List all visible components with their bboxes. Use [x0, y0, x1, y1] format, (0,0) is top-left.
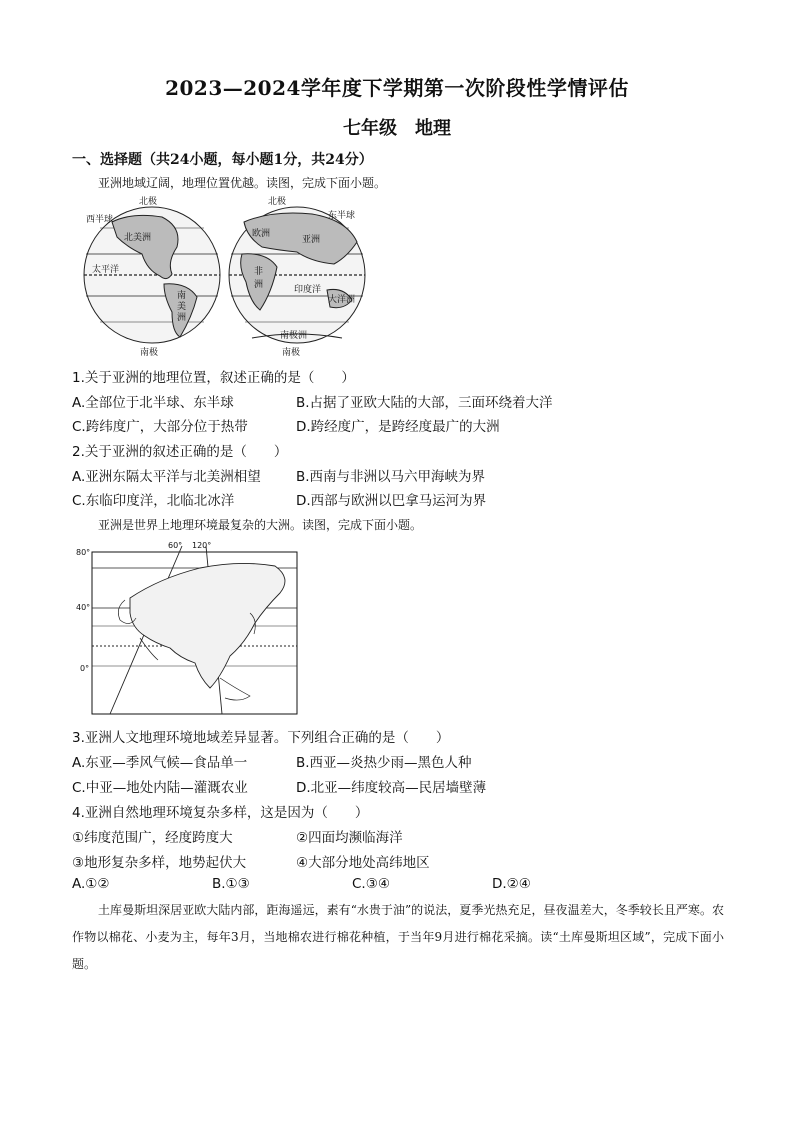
passage-text: 土库曼斯坦深居亚欧大陆内部，距海遥远，素有“水贵于油”的说法，夏季光热充足，昼夜温差大，冬季较长且严寒。农作物以棉花、小麦为主，每年3月，当地棉农进行棉花种植，于当年9月进行棉花采摘。读“土库曼斯坦区域”，完成下面小题。	[72, 903, 724, 971]
q4-statement-1: ①纬度范围广，经度跨度大	[72, 830, 233, 846]
west-hemisphere-label: 西半球	[86, 215, 114, 225]
q3-option-b[interactable]: B.西亚—炎热少雨—黑色人种	[296, 755, 472, 771]
south-america-label-1: 南	[177, 291, 187, 301]
lat-0-label: 0°	[80, 664, 90, 673]
north-pole-label-east: 北极	[268, 197, 287, 207]
q3-option-d[interactable]: D.北亚—纬度较高—民居墙壁薄	[296, 780, 487, 796]
q1-option-d[interactable]: D.跨经度广，是跨经度最广的大洲	[296, 419, 500, 435]
lat-40-label: 40°	[76, 603, 91, 612]
page-title: 2023—2024学年度下学期第一次阶段性学情评估	[165, 76, 629, 100]
africa-label-1: 非	[254, 267, 264, 277]
intro-text-1: 亚洲地域辽阔，地理位置优越。读图，完成下面小题。	[98, 176, 387, 190]
section-heading: 一、选择题（共24小题，每小题1分，共24分）	[72, 152, 373, 168]
q4-option-c[interactable]: C.③④	[352, 876, 390, 892]
lon-120-label: 120°	[192, 541, 212, 550]
north-pole-label-west: 北极	[139, 197, 158, 207]
q1-option-c[interactable]: C.跨纬度广，大部分位于热带	[72, 419, 248, 435]
south-pole-label-east: 南极	[282, 348, 301, 358]
europe-label: 欧洲	[252, 229, 271, 239]
q2-option-c[interactable]: C.东临印度洋，北临北冰洋	[72, 493, 235, 509]
q1-stem: 1.关于亚洲的地理位置，叙述正确的是（ ）	[72, 370, 355, 386]
south-america-label-2: 美	[177, 302, 187, 312]
east-hemisphere-label: 东半球	[328, 211, 356, 221]
q4-option-d[interactable]: D.②④	[492, 876, 531, 892]
oceania-label: 大洋洲	[328, 295, 356, 305]
lat-80-label: 80°	[76, 548, 91, 557]
q4-stem: 4.亚洲自然地理环境复杂多样，这是因为（ ）	[72, 805, 369, 821]
q3-stem: 3.亚洲人文地理环境地域差异显著。下列组合正确的是（ ）	[72, 730, 450, 746]
africa-label-2: 洲	[254, 280, 264, 290]
q3-option-a[interactable]: A.东亚—季风气候—食品单一	[72, 755, 248, 771]
q2-option-a[interactable]: A.亚洲东隔太平洋与北美洲相望	[72, 469, 261, 485]
intro-text-2: 亚洲是世界上地理环境最复杂的大洲。读图，完成下面小题。	[98, 518, 423, 532]
q3-option-c[interactable]: C.中亚—地处内陆—灌溉农业	[72, 780, 248, 796]
asia-map	[70, 538, 302, 720]
antarctica-label: 南极洲	[280, 331, 308, 341]
q4-option-b[interactable]: B.①③	[212, 876, 250, 892]
lon-60-label: 60°	[168, 541, 183, 550]
hemispheres-map	[72, 192, 372, 360]
q4-statement-3: ③地形复杂多样，地势起伏大	[72, 855, 247, 871]
q4-statement-4: ④大部分地处高纬地区	[296, 855, 430, 871]
page-subtitle: 七年级 地理	[343, 118, 451, 139]
south-america-label-3: 洲	[177, 313, 187, 323]
pacific-label: 太平洋	[92, 265, 120, 275]
q1-option-b[interactable]: B.占据了亚欧大陆的大部，三面环绕着大洋	[296, 395, 553, 411]
q2-option-b[interactable]: B.西南与非洲以马六甲海峡为界	[296, 469, 486, 485]
q2-stem: 2.关于亚洲的叙述正确的是（ ）	[72, 444, 288, 460]
q4-statement-2: ②四面均濒临海洋	[296, 830, 403, 846]
q4-option-a[interactable]: A.①②	[72, 876, 110, 892]
q1-option-a[interactable]: A.全部位于北半球、东半球	[72, 395, 234, 411]
indian-ocean-label: 印度洋	[294, 285, 322, 295]
asia-label: 亚洲	[302, 235, 321, 245]
north-america-label: 北美洲	[124, 233, 152, 243]
q2-option-d[interactable]: D.西部与欧洲以巴拿马运河为界	[296, 493, 487, 509]
south-pole-label-west: 南极	[140, 348, 159, 358]
